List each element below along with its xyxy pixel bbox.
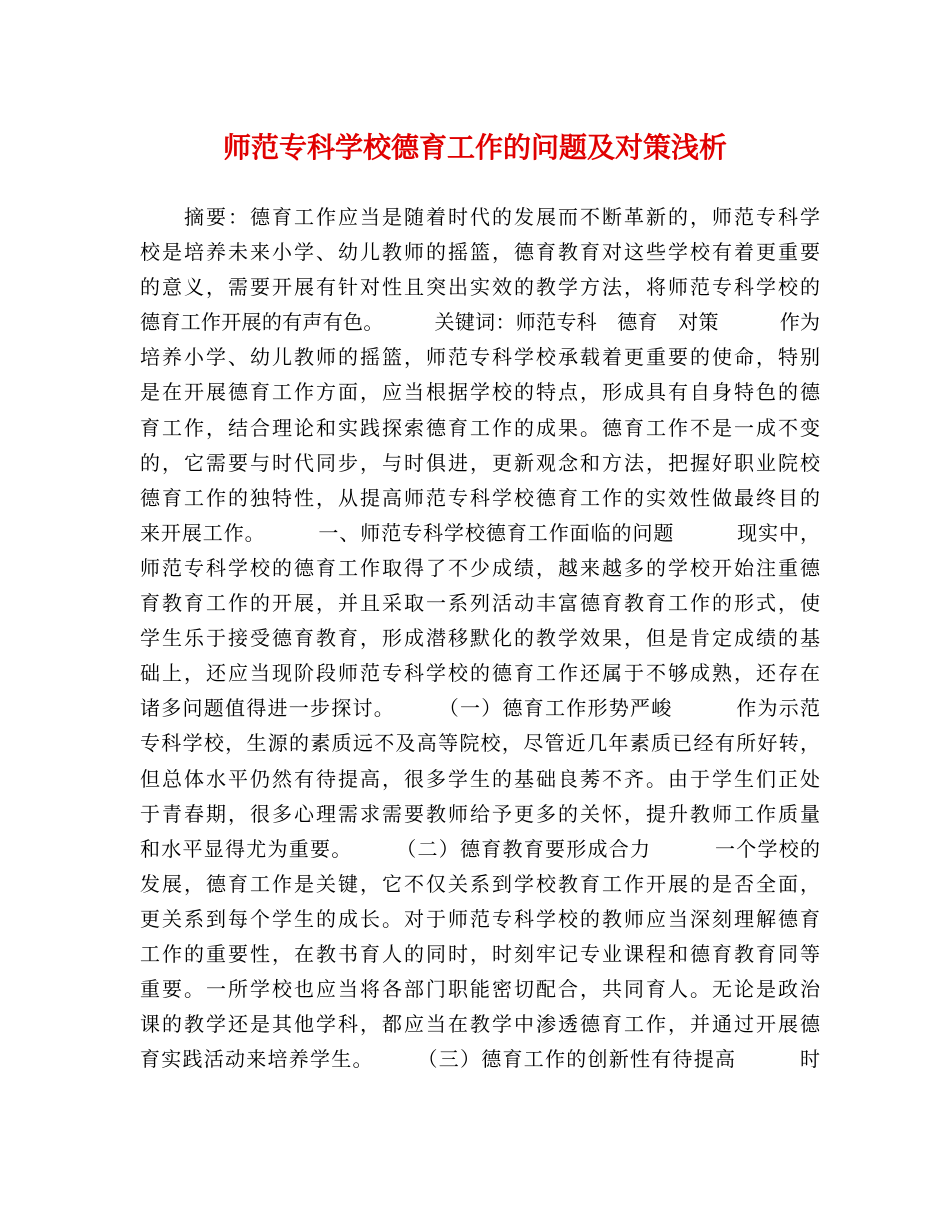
document-title: 师范专科学校德育工作的问题及对策浅析 xyxy=(222,131,727,164)
text-line: 德育工作开展的有声有色。 关键词：师范专科 德育 对策 作为 xyxy=(140,310,820,335)
text-line: 德育工作的独特性，从提高师范专科学校德育工作的实效性做最终目的 xyxy=(140,485,820,510)
text-line: 和水平显得尤为重要。 （二）德育教育要形成合力 一个学校的 xyxy=(140,836,820,861)
text-line: 育教育工作的开展，并且采取一系列活动丰富德育教育工作的形式，使 xyxy=(140,591,820,616)
text-line: 师范专科学校的德育工作取得了不少成绩，越来越多的学校开始注重德 xyxy=(140,555,820,580)
text-line: 课的教学还是其他学科，都应当在教学中渗透德育工作，并通过开展德 xyxy=(140,1012,820,1037)
text-line: 专科学校，生源的素质远不及高等院校，尽管近几年素质已经有所好转， xyxy=(140,731,820,756)
text-line: 于青春期，很多心理需求需要教师给予更多的关怀，提升教师工作质量 xyxy=(140,801,820,826)
text-line: 础上，还应当现阶段师范专科学校的德育工作还属于不够成熟，还存在 xyxy=(140,661,820,686)
text-line: 发展，德育工作是关键，它不仅关系到学校教育工作开展的是否全面， xyxy=(140,871,820,896)
text-line: 的，它需要与时代同步，与时俱进，更新观念和方法，把握好职业院校 xyxy=(140,450,820,475)
text-line: 但总体水平仍然有待提高，很多学生的基础良莠不齐。由于学生们正处 xyxy=(140,766,820,791)
text-line: 是在开展德育工作方面，应当根据学校的特点，形成具有自身特色的德 xyxy=(140,380,820,405)
text-line: 工作的重要性，在教书育人的同时，时刻牢记专业课程和德育教育同等 xyxy=(140,941,820,966)
document-body xyxy=(140,200,820,1077)
text-line: 学生乐于接受德育教育，形成潜移默化的教学效果，但是肯定成绩的基 xyxy=(140,626,820,651)
text-line: 重要。一所学校也应当将各部门职能密切配合，共同育人。无论是政治 xyxy=(140,977,820,1002)
text-line: 育工作，结合理论和实践探索德育工作的成果。德育工作不是一成不变 xyxy=(140,415,820,440)
text-line: 来开展工作。 一、师范专科学校德育工作面临的问题 现实中， xyxy=(140,520,820,545)
text-line: 校是培养未来小学、幼儿教师的摇篮，德育教育对这些学校有着更重要 xyxy=(140,240,820,265)
text-line: 诸多问题值得进一步探讨。 （一）德育工作形势严峻 作为示范 xyxy=(140,696,820,721)
text-line: 的意义，需要开展有针对性且突出实效的教学方法，将师范专科学校的 xyxy=(140,275,820,300)
text-line: 培养小学、幼儿教师的摇篮，师范专科学校承载着更重要的使命，特别 xyxy=(140,345,820,370)
text-line: 育实践活动来培养学生。 （三）德育工作的创新性有待提高 时 xyxy=(140,1047,820,1072)
text-line: 更关系到每个学生的成长。对于师范专科学校的教师应当深刻理解德育 xyxy=(140,906,820,931)
text-line: 摘要：德育工作应当是随着时代的发展而不断革新的，师范专科学 xyxy=(140,205,820,229)
